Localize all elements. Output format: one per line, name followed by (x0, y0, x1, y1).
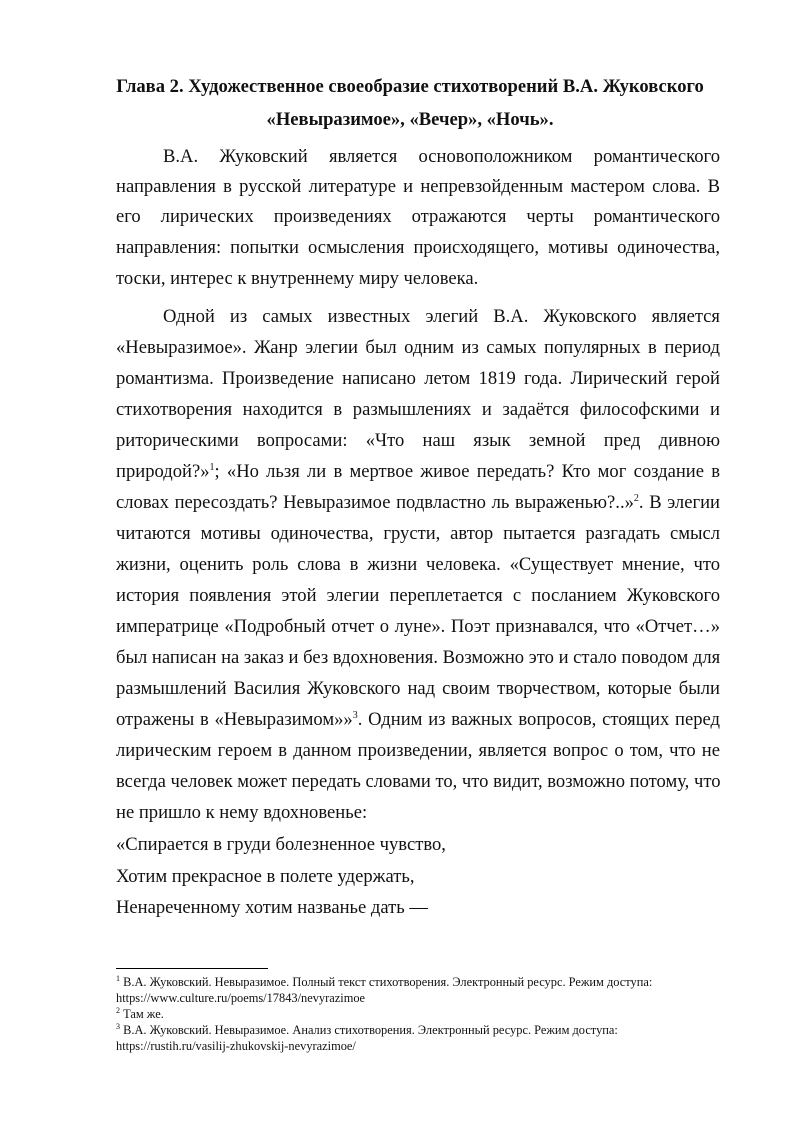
footnote-number: 1 (116, 973, 120, 983)
paragraph-2-line: Одной из самых известных элегий В.А. Жуковского является (163, 306, 720, 327)
paragraph-2-line (116, 488, 720, 518)
paragraph-2-line: история появления этой элегии переплетается с посланием Жуковского (116, 585, 720, 606)
paragraph-2-line: риторическими вопросами: «Что наш язык земной пред дивною (116, 430, 720, 451)
paragraph-1-line: направления: попытки осмысления происходящего, мотивы одиночества, (116, 237, 720, 258)
paragraph-2-line: лирическим героем в данном произведении, является вопрос о том, что не (116, 740, 720, 761)
paragraph-2-line (116, 457, 720, 487)
paragraph-1-line: направления в русской литературе и непревзойденным мастером слова. В (116, 176, 720, 197)
footnote-number: 3 (116, 1021, 120, 1031)
footnote-text: В.А. Жуковский. Невыразимое. Полный текст стихотворения. Электронный ресурс. Режим доступа: (123, 975, 653, 989)
paragraph-1-line: тоски, интерес к внутреннему миру человека. (116, 268, 479, 289)
footnote-text: В.А. Жуковский. Невыразимое. Анализ стихотворения. Электронный ресурс. Режим доступа: (123, 1023, 618, 1037)
poem-line: Хотим прекрасное в полете удержать, (116, 866, 415, 887)
text-span: ; «Но льзя ли в мертвое живое передать? Кто мог создание в (214, 461, 720, 482)
paragraph-2-line: императрице «Подробный отчет о луне». Поэт признавался, что «Отчет…» (116, 616, 720, 637)
paragraph-2-line: не пришло к нему вдохновенье: (116, 802, 368, 823)
paragraph-2-line (116, 705, 720, 735)
paragraph-2-line: жизни, оценить роль слова в жизни человека. «Существует мнение, что (116, 554, 720, 575)
paragraph-2-line: всегда человек может передать словами то, что видит, возможно потому, что (116, 771, 721, 792)
paragraph-1-line: В.А. Жуковский является основоположником романтического (163, 146, 720, 167)
paragraph-2-line: стихотворения находится в размышлениях и задаётся философскими и (116, 399, 720, 420)
text-span: природой?» (116, 461, 210, 482)
text-span: отражены в «Невыразимом»» (116, 709, 353, 730)
paragraph-2-line: читаются мотивы одиночества, грусти, автор пытается разгадать смысл (116, 523, 720, 544)
footnote-1-url[interactable]: https://www.culture.ru/poems/17843/nevyrazimoe (116, 991, 366, 1005)
paragraph-2-line: был написан на заказ и без вдохновения. Возможно это и стало поводом для (116, 647, 721, 668)
text-span: . Одним из важных вопросов, стоящих перед (357, 709, 720, 730)
footnote-ref-3[interactable]: 3 (352, 709, 358, 721)
chapter-title-line-2: «Невыразимое», «Вечер», «Ночь». (266, 109, 554, 130)
footnote-ref-1[interactable]: 1 (209, 461, 215, 473)
footnote-1 (116, 975, 726, 991)
footnote-3 (116, 1023, 726, 1039)
chapter-title-line-1: Глава 2. Художественное своеобразие стихотворений В.А. Жуковского (116, 76, 704, 97)
poem-line: Ненареченному хотим названье дать — (116, 897, 429, 918)
paragraph-2-line: «Невыразимое». Жанр элегии был одним из самых популярных в период (116, 337, 720, 358)
text-span: . В элегии (638, 492, 720, 513)
footnote-2 (116, 1007, 726, 1023)
paragraph-2-line: романтизма. Произведение написано летом 1819 года. Лирический герой (116, 368, 720, 389)
poem-line: «Спирается в груди болезненное чувство, (116, 834, 446, 855)
text-span: словах пересоздать? Невыразимое подвластно ль выраженью?..» (116, 492, 634, 513)
paragraph-1-line: его лирических произведениях отражаются черты романтического (116, 206, 720, 227)
footnote-number: 2 (116, 1005, 120, 1015)
footnote-separator (116, 968, 268, 969)
paragraph-2-line: размышлений Василия Жуковского над своим творчеством, которые были (116, 678, 720, 699)
footnote-3-url[interactable]: https://rustih.ru/vasilij-zhukovskij-nevyrazimoe/ (116, 1039, 356, 1053)
footnote-ref-2[interactable]: 2 (633, 492, 639, 504)
footnote-text: Там же. (123, 1007, 164, 1021)
